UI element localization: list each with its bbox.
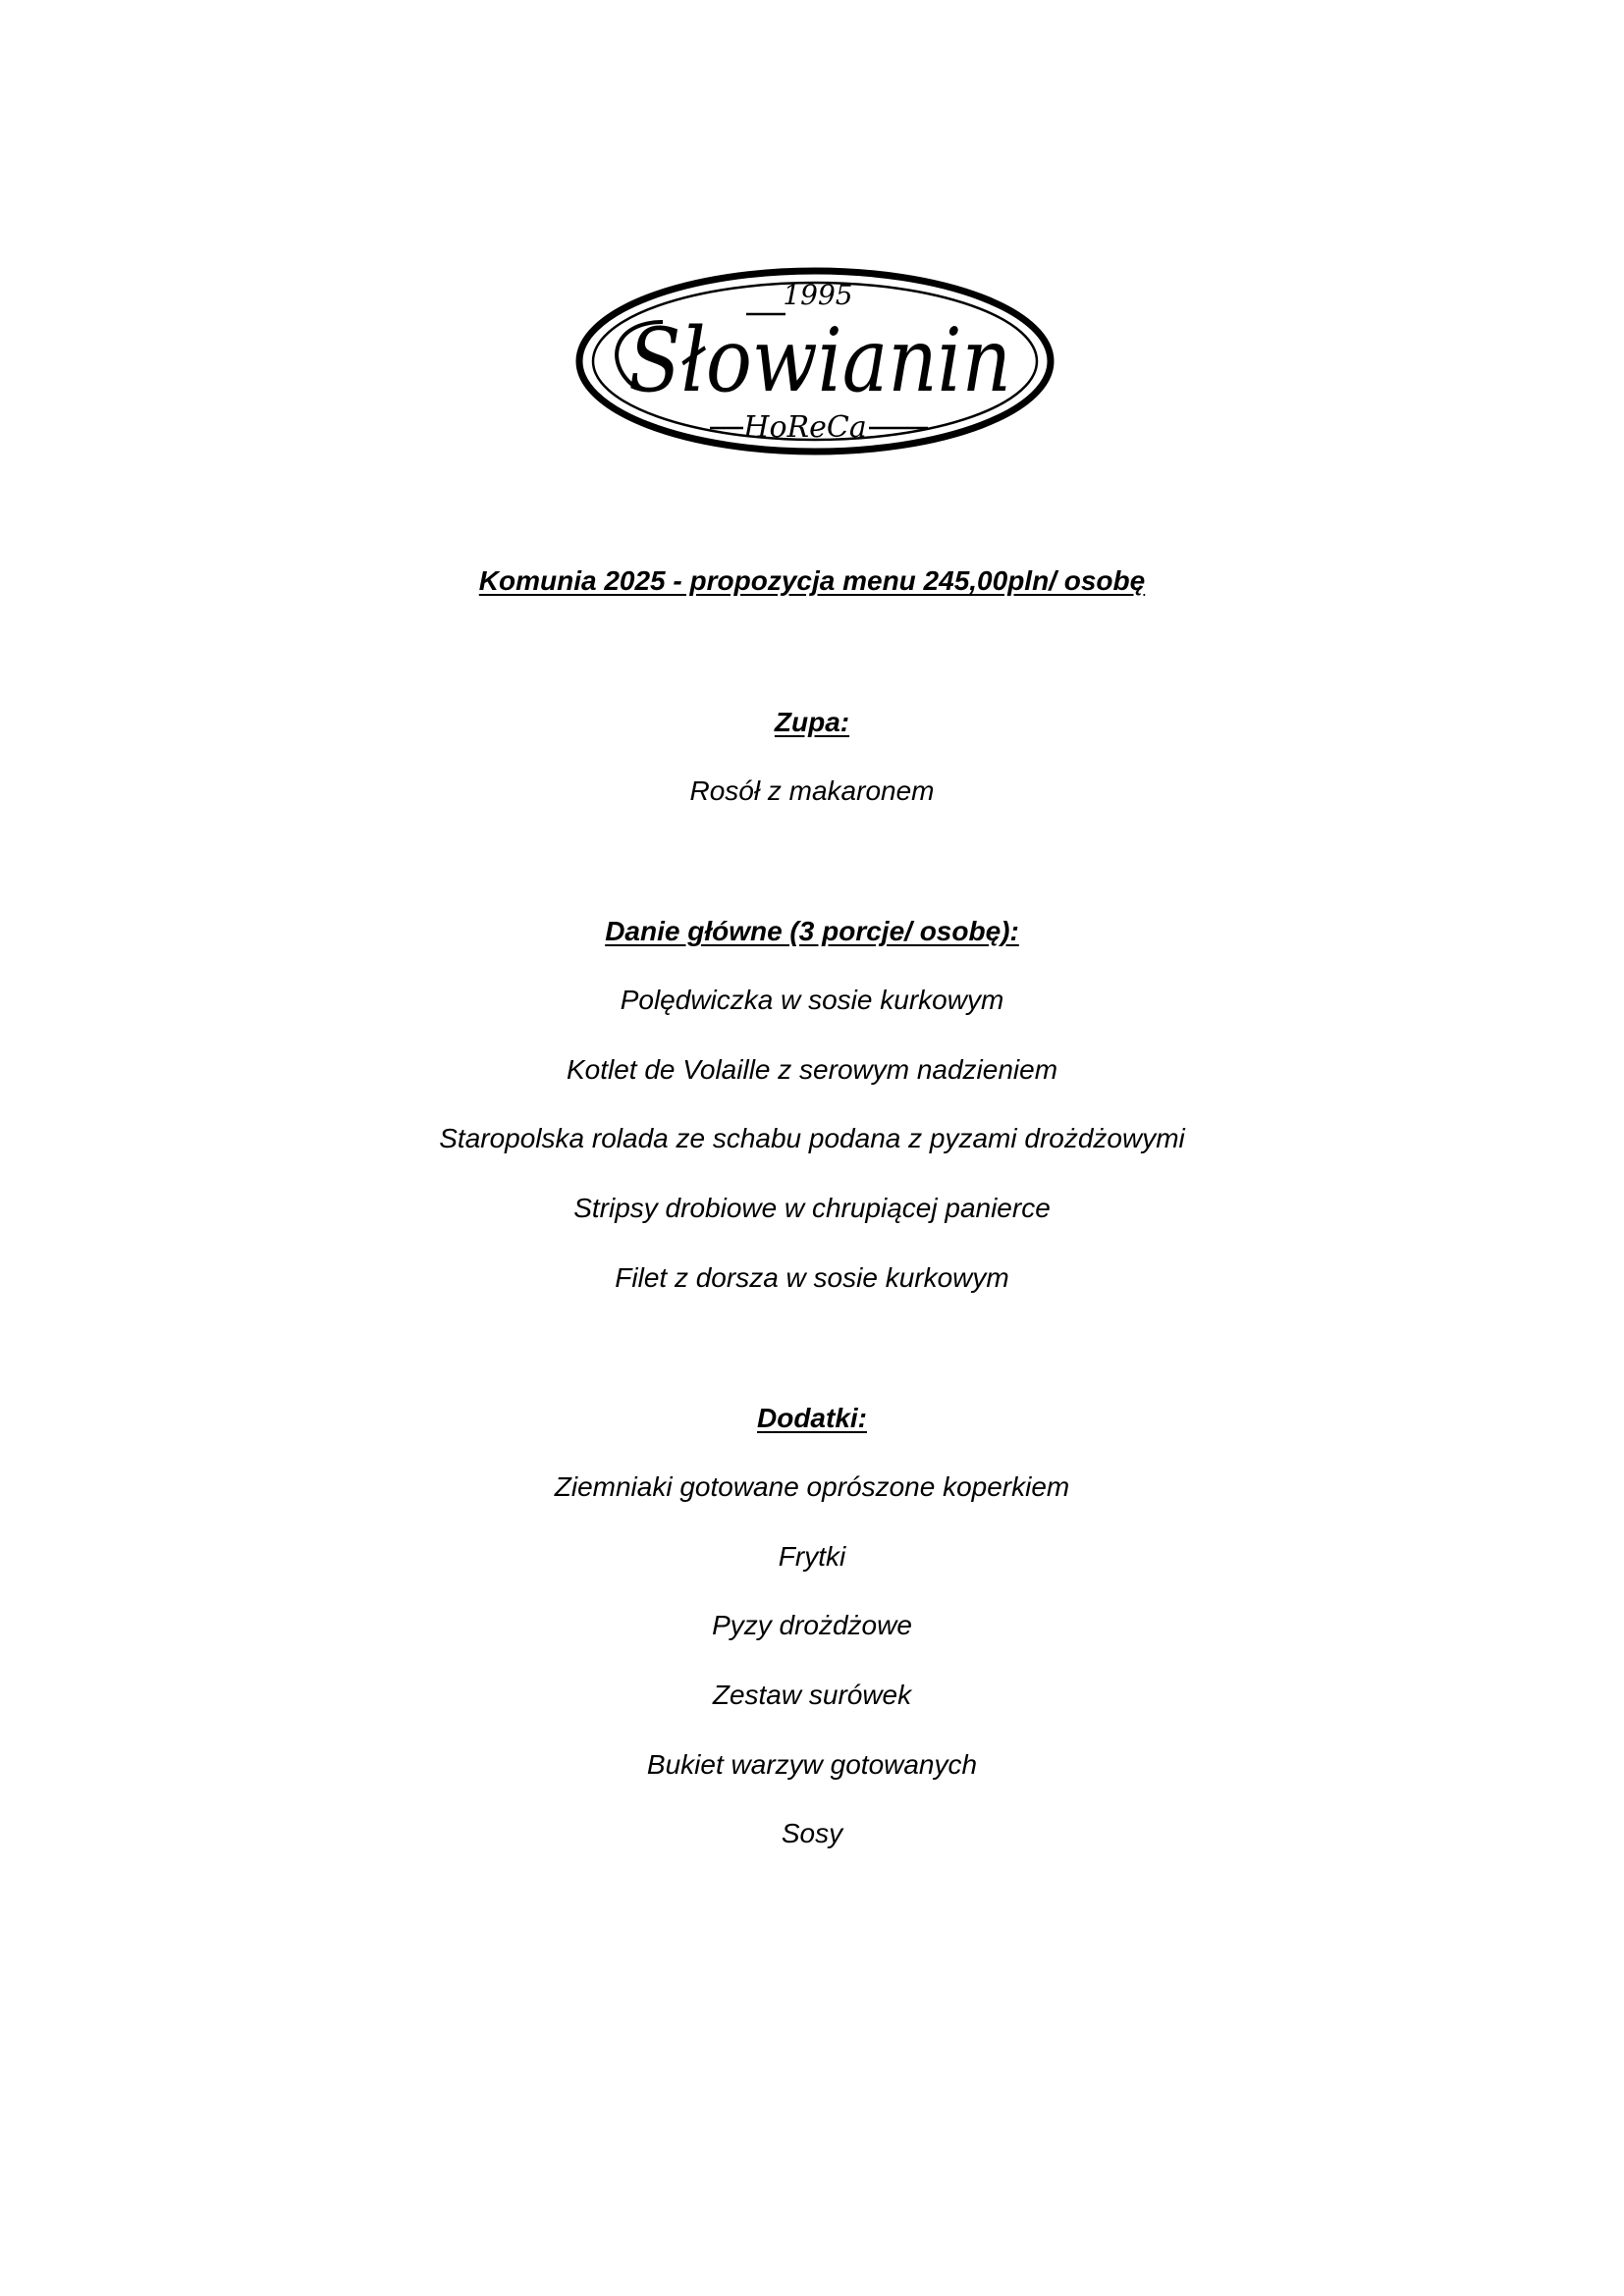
menu-item: Rosół z makaronem xyxy=(689,775,935,806)
menu-item: Frytki xyxy=(778,1541,846,1572)
section-heading-soup: Zupa: xyxy=(774,707,850,737)
menu-item: Staropolska rolada ze schabu podana z pyzami drożdżowymi xyxy=(439,1123,1185,1153)
menu-item: Sosy xyxy=(781,1818,843,1848)
section-heading-sides: Dodatki: xyxy=(757,1403,867,1433)
menu-item: Pyzy drożdżowe xyxy=(712,1610,912,1640)
menu-item: Ziemniaki gotowane oprószone koperkiem xyxy=(554,1471,1070,1502)
menu-item: Polędwiczka w sosie kurkowym xyxy=(620,985,1004,1015)
slowianin-logo xyxy=(574,263,1056,459)
menu-title: Komunia 2025 - propozycja menu 245,00pln/ osobę xyxy=(478,565,1146,596)
menu-item: Filet z dorsza w sosie kurkowym xyxy=(615,1262,1009,1293)
menu-item: Zestaw surówek xyxy=(712,1680,912,1710)
menu-item: Kotlet de Volaille z serowym nadzieniem xyxy=(566,1054,1058,1085)
menu-item: Stripsy drobiowe w chrupiącej panierce xyxy=(573,1193,1051,1223)
svg-text:Słowianin: Słowianin xyxy=(628,309,1011,412)
section-heading-main-course: Danie główne (3 porcje/ osobę): xyxy=(605,916,1019,946)
svg-text:HoReCa: HoReCa xyxy=(743,410,867,445)
svg-text:1995: 1995 xyxy=(783,279,853,311)
menu-item: Bukiet warzyw gotowanych xyxy=(646,1749,978,1780)
